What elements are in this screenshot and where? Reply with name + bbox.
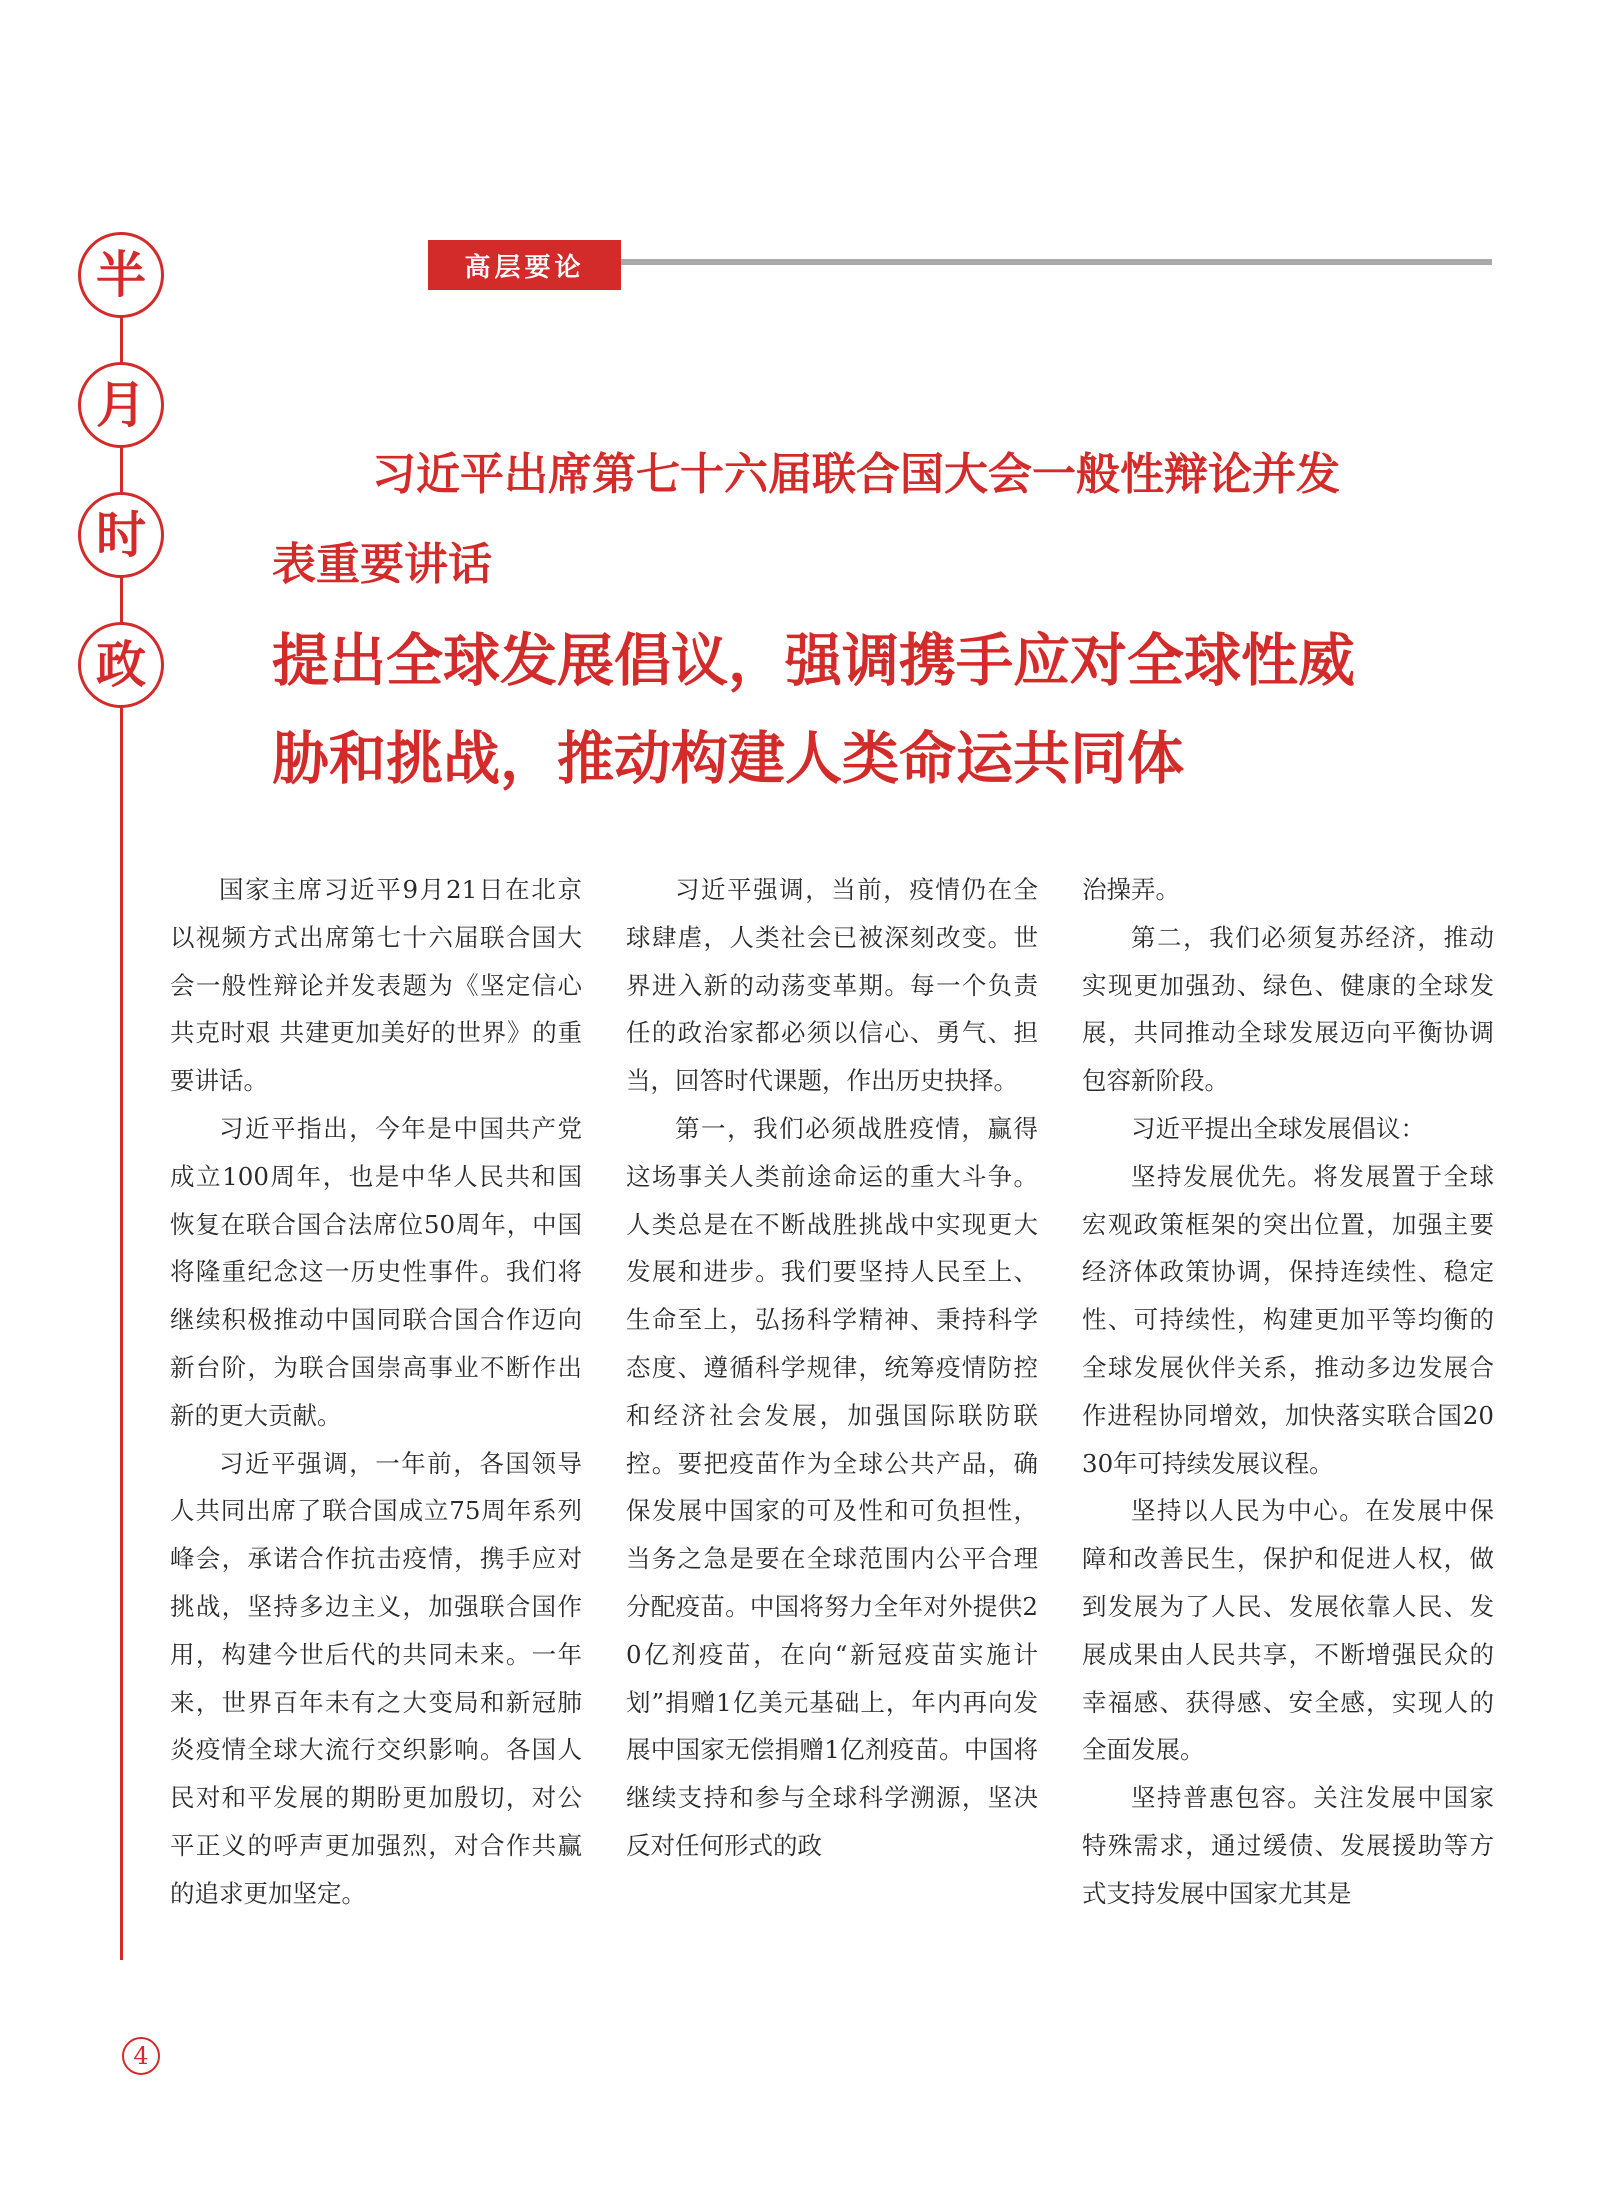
column-3 (1082, 866, 1494, 1966)
paragraph: 习近平强调，当前，疫情仍在全球肆虐，人类社会已被深刻改变。世界进入新的动荡变革期。每一个负责任的政治家都必须以信心、勇气、担当，回答时代课题，作出历史抉择。 (626, 875, 1038, 1096)
page-number: 4 (122, 2037, 160, 2075)
side-title-char: 政 (78, 622, 164, 708)
section-divider (621, 259, 1492, 265)
paragraph: 习近平提出全球发展倡议： (1131, 1113, 1425, 1143)
section-tag: 高层要论 (428, 240, 621, 290)
article-body (170, 866, 1494, 1966)
paragraph: 国家主席习近平9月21日在北京以视频方式出席第七十六届联合国大会一般性辩论并发表题为《坚定信心 共克时艰 共建更加美好的世界》的重要讲话。 (170, 875, 582, 1096)
paragraph: 坚持以人民为中心。在发展中保障和改善民生，保护和促进人权，做到发展为了人民、发展依靠人民、发展成果由人民共享，不断增强民众的幸福感、获得感、安全感，实现人的全面发展。 (1082, 1496, 1494, 1765)
side-title-char: 月 (78, 362, 164, 448)
paragraph-continuation: 治操弄。 (1082, 875, 1180, 904)
column-1 (170, 866, 582, 1966)
article-headline: 提出全球发展倡议，强调携手应对全球性威胁和挑战，推动构建人类命运共同体 (272, 628, 1355, 792)
side-title-char: 半 (78, 232, 164, 318)
column-2 (626, 866, 1038, 1966)
side-title-char: 时 (78, 492, 164, 578)
article-lead: 习近平出席第七十六届联合国大会一般性辩论并发表重要讲话 (272, 449, 1340, 590)
paragraph: 坚持普惠包容。关注发展中国家特殊需求，通过缓债、发展援助等方式支持发展中国家尤其是 (1082, 1783, 1494, 1908)
paragraph: 坚持发展优先。将发展置于全球宏观政策框架的突出位置，加强主要经济体政策协调，保持连续性、稳定性、可持续性，构建更加平等均衡的全球发展伙伴关系，推动多边发展合作进程协同增效，加快落实联合国2030年可持续发展议程。 (1082, 1161, 1494, 1478)
paragraph: 第一，我们必须战胜疫情，赢得这场事关人类前途命运的重大斗争。人类总是在不断战胜挑战中实现更大发展和进步。我们要坚持人民至上、生命至上，弘扬科学精神、秉持科学态度、遵循科学规律，统筹疫情防控和经济社会发展，加强国际联防联控。要把疫苗作为全球公共产品，确保发展中国家的可及性和可负担性，当务之急是要在全球范围内公平合理分配疫苗。中国将努力全年对外提供20亿剂疫苗，在向“新冠疫苗实施计划”捐赠1亿美元基础上，年内再向发展中国家无偿捐赠1亿剂疫苗。中国将继续支持和参与全球科学溯源，坚决反对任何形式的政 (626, 1113, 1038, 1860)
paragraph: 习近平指出，今年是中国共产党成立100周年，也是中华人民共和国恢复在联合国合法席位50周年，中国将隆重纪念这一历史性事件。我们将继续积极推动中国同联合国合作迈向新台阶，为联合国崇高事业不断作出新的更大贡献。 (170, 1113, 582, 1430)
paragraph: 习近平强调，一年前，各国领导人共同出席了联合国成立75周年系列峰会，承诺合作抗击疫情，携手应对挑战，坚持多边主义，加强联合国作用，构建今世后代的共同未来。一年来，世界百年未有之大变局和新冠肺炎疫情全球大流行交织影响。各国人民对和平发展的期盼更加殷切，对公平正义的呼声更加强烈，对合作共赢的追求更加坚定。 (170, 1448, 582, 1908)
paragraph: 第二，我们必须复苏经济，推动实现更加强劲、绿色、健康的全球发展，共同推动全球发展迈向平衡协调包容新阶段。 (1082, 922, 1494, 1096)
